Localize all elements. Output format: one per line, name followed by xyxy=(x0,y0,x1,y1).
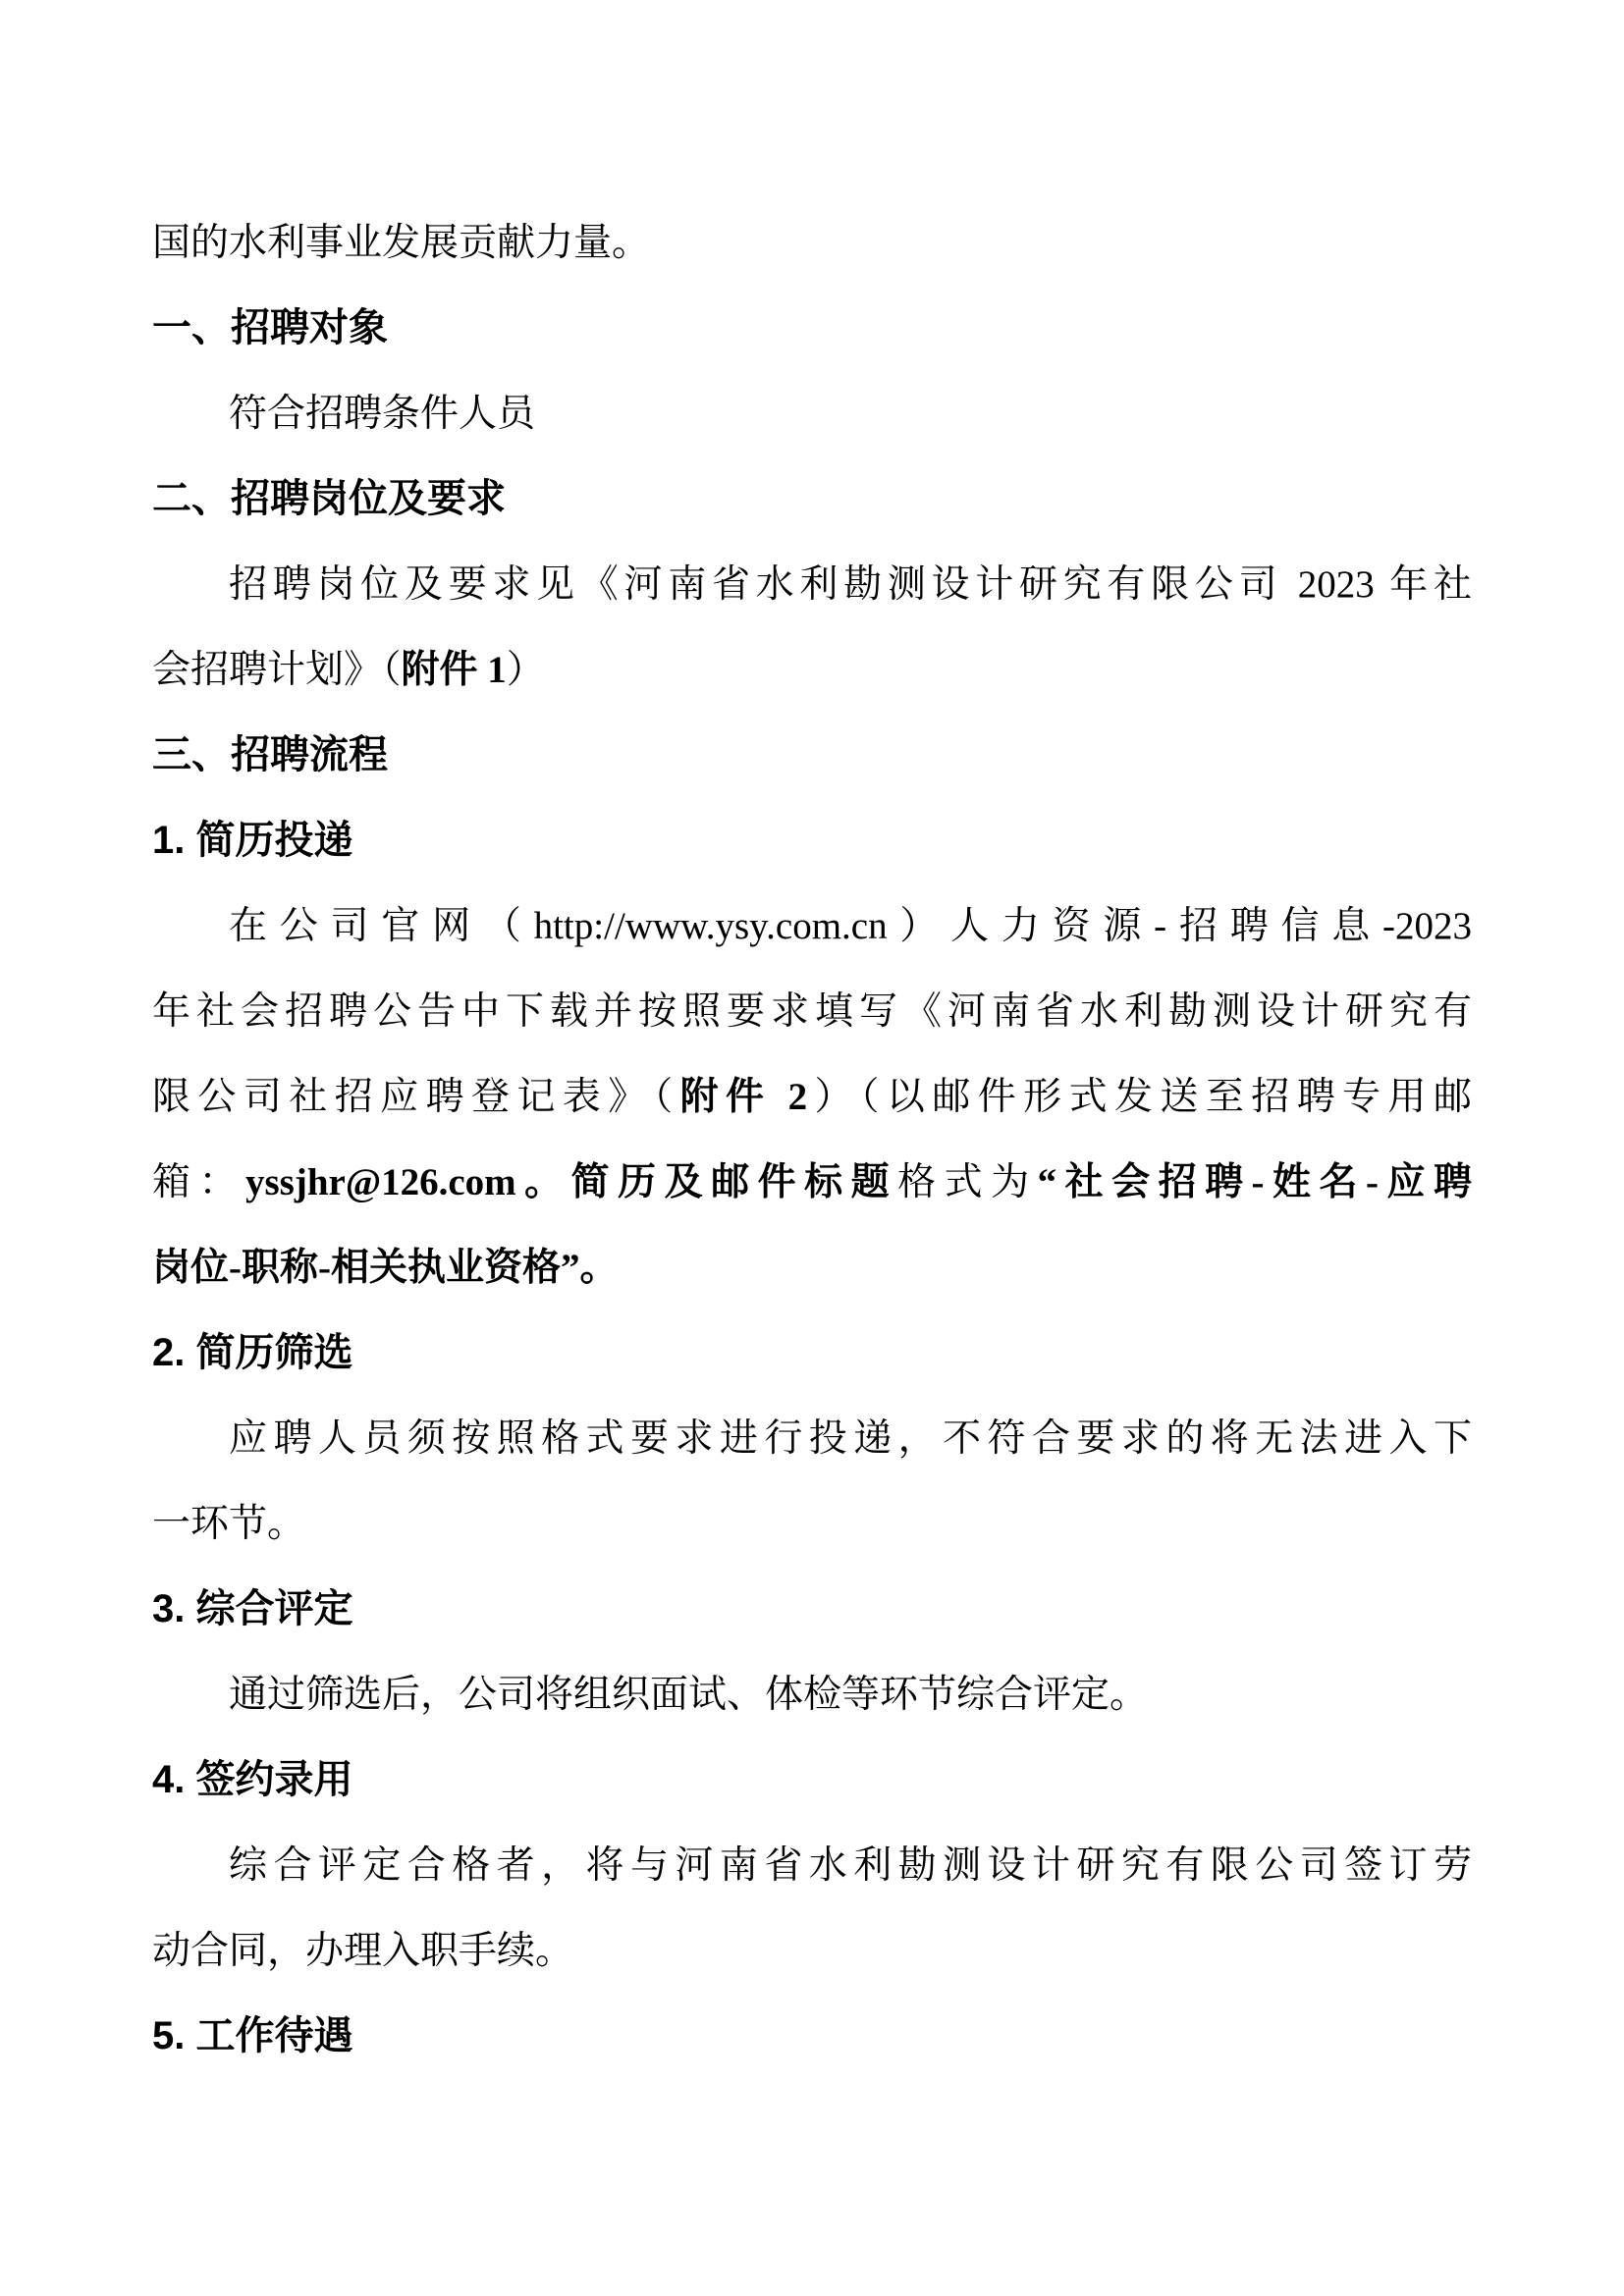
subheading-resume-screening xyxy=(152,1310,1472,1396)
text-segment: 国的水利事业发展贡献力量。 xyxy=(152,222,651,264)
text-segment: 在公司官网（http://www.ysy.com.cn）人力资源-招聘信息-2023 xyxy=(229,905,1472,947)
intro-tail xyxy=(152,200,1472,286)
para-screening-line2 xyxy=(152,1481,1472,1567)
para-signing-line1 xyxy=(152,1823,1472,1908)
text-segment: 一环节。 xyxy=(152,1503,306,1545)
text-segment: 符合招聘条件人员 xyxy=(229,393,536,435)
para-evaluation-line1 xyxy=(152,1652,1472,1737)
text-segment: “社会招聘-姓名-应聘 xyxy=(1037,1161,1472,1203)
text-segment: 综合评定合格者，将与河南省水利勘测设计研究有限公司签订劳 xyxy=(229,1844,1472,1887)
text-segment: 通过筛选后，公司将组织面试、体检等环节综合评定。 xyxy=(229,1674,1149,1716)
text-segment: 1. 简历投递 xyxy=(152,819,353,862)
subheading-signing-employment xyxy=(152,1737,1472,1823)
text-segment: 附件 1 xyxy=(401,649,507,691)
text-segment: 附件 2 xyxy=(679,1076,808,1118)
heading-recruit-target xyxy=(152,286,1472,371)
text-segment: ）（以邮件形式发送至招聘专用邮 xyxy=(807,1076,1472,1118)
text-segment: 动合同，办理入职手续。 xyxy=(152,1930,574,1972)
text-segment: 三、招聘流程 xyxy=(152,733,388,776)
para-submission-line1 xyxy=(152,883,1472,969)
text-segment: 年社会招聘公告中下载并按照要求填写《河南省水利勘测设计研究有 xyxy=(152,990,1472,1033)
para-submission-line4 xyxy=(152,1140,1472,1225)
text-segment: 3. 综合评定 xyxy=(152,1587,353,1630)
para-recruit-target xyxy=(152,371,1472,456)
text-segment: yssjhr@126.com。简历及邮件标题 xyxy=(245,1161,898,1203)
heading-process xyxy=(152,713,1472,798)
text-segment: 限公司社招应聘登记表》（ xyxy=(152,1076,680,1118)
subheading-comprehensive-evaluation xyxy=(152,1567,1472,1652)
subheading-resume-submission xyxy=(152,798,1472,883)
text-segment: 5. 工作待遇 xyxy=(152,2014,353,2057)
para-submission-line5 xyxy=(152,1225,1472,1310)
para-screening-line1 xyxy=(152,1396,1472,1481)
text-segment: 应聘人员须按照格式要求进行投递，不符合要求的将无法进入下 xyxy=(229,1417,1472,1460)
document-body xyxy=(152,200,1472,2079)
para-signing-line2 xyxy=(152,1908,1472,1994)
text-segment: 格式为 xyxy=(897,1161,1038,1203)
para-submission-line3 xyxy=(152,1054,1472,1140)
para-positions-line2 xyxy=(152,627,1472,713)
heading-positions-requirements xyxy=(152,456,1472,542)
text-segment: 一、招聘对象 xyxy=(152,306,388,349)
text-segment: 4. 签约录用 xyxy=(152,1758,353,1801)
text-segment: 会招聘计划》（ xyxy=(152,649,402,691)
text-segment: ） xyxy=(506,649,545,691)
para-submission-line2 xyxy=(152,969,1472,1054)
text-segment: 2. 简历筛选 xyxy=(152,1331,353,1374)
subheading-compensation xyxy=(152,1994,1472,2079)
text-segment: 二、招聘岗位及要求 xyxy=(152,477,506,520)
para-positions-line1 xyxy=(152,542,1472,627)
text-segment: 箱： xyxy=(152,1161,245,1203)
text-segment: 招聘岗位及要求见《河南省水利勘测设计研究有限公司 2023 年社 xyxy=(229,563,1472,606)
text-segment: 岗位-职称-相关执业资格”。 xyxy=(152,1247,619,1289)
